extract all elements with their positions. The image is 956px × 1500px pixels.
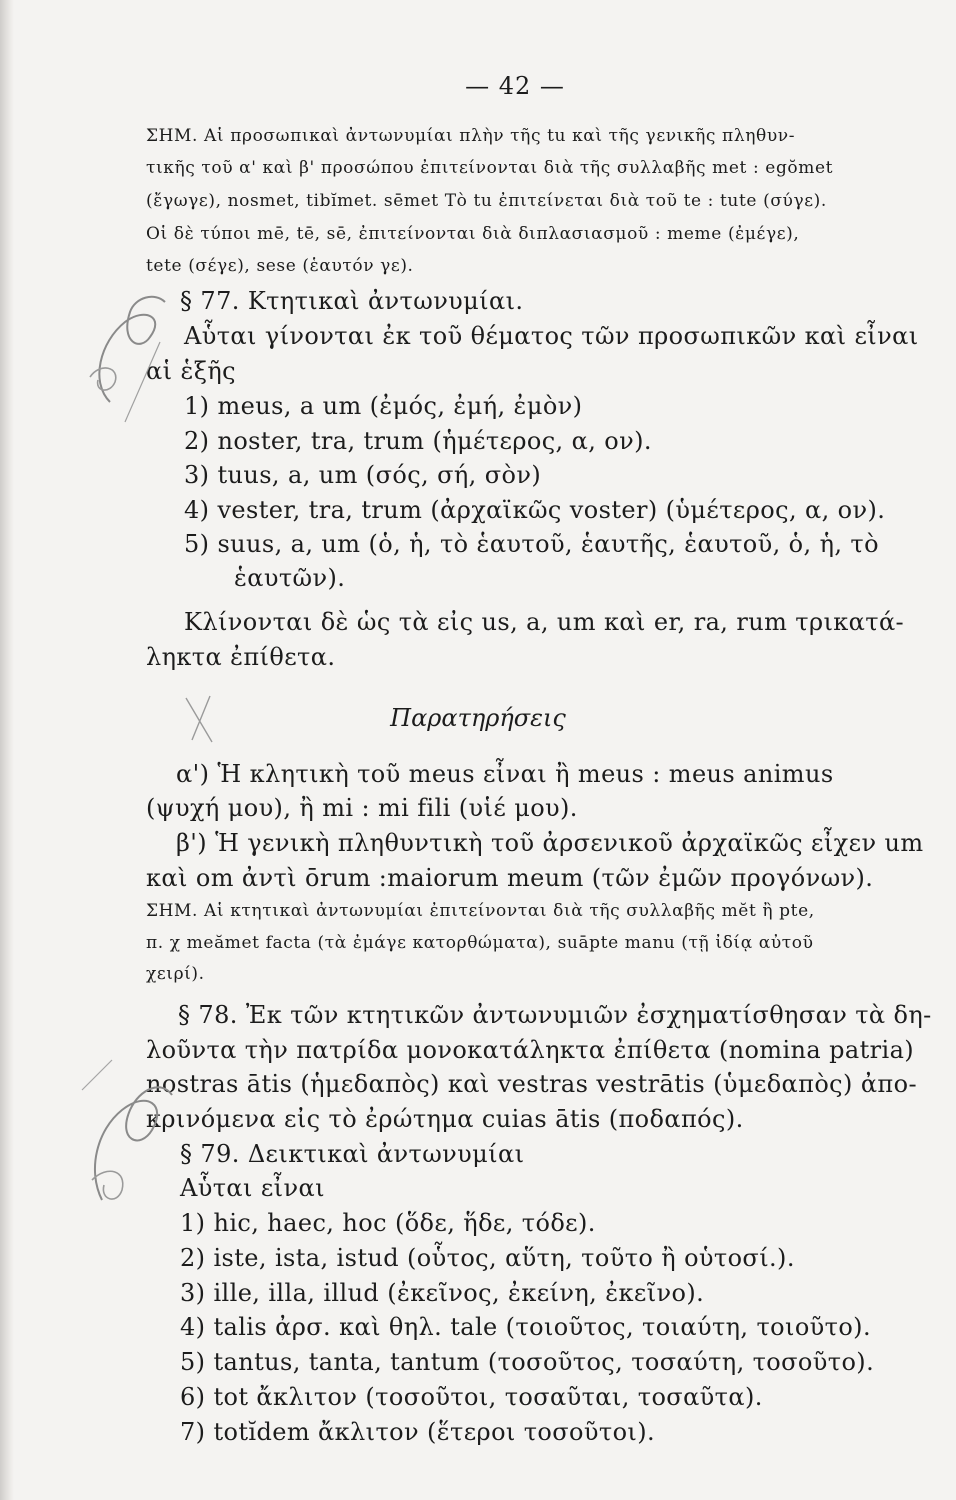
section-79-item-5: 5) tantus, tanta, tantum (τοσοῦτος, τοσαύτη, τοσοῦτο). <box>180 1348 875 1376</box>
section-77-item-2: 2) noster, tra, trum (ἡμέτερος, α, ον). <box>184 427 652 455</box>
section-78-line-2: λοῦντα τὴν πατρίδα μονοκατάληκτα ἐπίθετα (nomina patria) <box>146 1036 915 1064</box>
section-77-decl-2: ληκτα ἐπίθετα. <box>146 643 336 671</box>
note1-line-2: τικῆς τοῦ α' καὶ β' προσώπου ἐπιτείνονται διὰ τῆς συλλαβῆς met : egŏmet <box>146 158 834 178</box>
section-77-intro-1: Αὗται γίνονται ἐκ τοῦ θέματος τῶν προσωπικῶν καὶ εἶναι <box>184 322 919 350</box>
section-79-item-2: 2) iste, ista, istud (οὗτος, αὕτη, τοῦτο ἢ οὑτοσί.). <box>180 1244 795 1272</box>
page-edge-shadow <box>0 0 14 1500</box>
remark-line-3: β') Ἡ γενικὴ πληθυντικὴ τοῦ ἀρσενικοῦ ἀρχαϊκῶς εἶχεν um <box>176 829 924 857</box>
section-79-item-4: 4) talis ἀρσ. καὶ θηλ. tale (τοιοῦτος, τοιαύτη, τοιοῦτο). <box>180 1313 871 1341</box>
note2-line-1: ΣΗΜ. Αἱ κτητικαὶ ἀντωνυμίαι ἐπιτείνονται διὰ τῆς συλλαβῆς mĕt ἢ pte, <box>146 901 815 921</box>
remark-line-4: καὶ om ἀντὶ ōrum :maiorum meum (τῶν ἐμῶν προγόνων). <box>146 864 874 892</box>
section-79-item-1: 1) hic, haec, hoc (ὅδε, ἥδε, τόδε). <box>180 1209 596 1237</box>
section-77-decl-1: Κλίνονται δὲ ὡς τὰ εἰς us, a, um καὶ er, ra, rum τρικατά- <box>184 608 905 636</box>
remark-line-2: (ψυχή μου), ἢ mi : mi fili (υἱέ μου). <box>146 794 578 822</box>
section-79-item-6: 6) tot ἄκλιτον (τοσοῦτοι, τοσαῦται, τοσαῦτα). <box>180 1383 763 1411</box>
remarks-heading: Παρατηρήσεις <box>390 704 566 732</box>
page-number: — 42 — <box>465 72 565 100</box>
section-77-intro-2: αἱ ἑξῆς <box>146 357 236 385</box>
note1-line-4: Οἱ δὲ τύποι mē, tē, sē, ἐπιτείνονται διὰ διπλασιασμοῦ : meme (ἐμέγε), <box>146 224 800 244</box>
note1-line-1: ΣΗΜ. Αἱ προσωπικαὶ ἀντωνυμίαι πλὴν τῆς tu καὶ τῆς γενικῆς πληθυν- <box>146 126 796 146</box>
section-78-line-4: κρινόμενα εἰς τὸ ἐρώτημα cuias ātis (ποδαπός). <box>146 1105 744 1133</box>
section-77-item-5-cont: ἑαυτῶν). <box>234 564 346 592</box>
pencil-signature-mark <box>72 1050 182 1220</box>
remark-line-1: α') Ἡ κλητικὴ τοῦ meus εἶναι ἢ meus : meus animus <box>176 760 834 788</box>
section-79-intro: Αὗται εἶναι <box>180 1174 325 1202</box>
section-77-item-1: 1) meus, a um (ἐμός, ἐμή, ἐμὸν) <box>184 392 583 420</box>
section-79-item-7: 7) totĭdem ἄκλιτον (ἕτεροι τοσοῦτοι). <box>180 1418 656 1446</box>
section-77-title: § 77. Κτητικαὶ ἀντωνυμίαι. <box>180 287 524 315</box>
section-77-item-4: 4) vester, tra, trum (ἀρχαϊκῶς voster) (ὑμέτερος, α, ον). <box>184 496 886 524</box>
note1-line-5: tete (σέγε), sese (ἑαυτόν γε). <box>146 256 414 276</box>
section-78-line-1: § 78. Ἐκ τῶν κτητικῶν ἀντωνυμιῶν ἐσχηματίσθησαν τὰ δη- <box>178 1001 932 1029</box>
section-79-title: § 79. Δεικτικαὶ ἀντωνυμίαι <box>180 1140 525 1168</box>
pencil-scribble-mark <box>70 282 180 432</box>
section-79-item-3: 3) ille, illa, illud (ἐκεῖνος, ἐκείνη, ἐκεῖνο). <box>180 1279 705 1307</box>
note1-line-3: (ἔγωγε), nosmet, tibĭmet. sēmet Τὸ tu ἐπιτείνεται διὰ τοῦ te : tute (σύγε). <box>146 191 827 211</box>
note2-line-2: π. χ meămet facta (τὰ ἐμάγε κατορθώματα), suāpte manu (τῇ ἰδίᾳ αὐτοῦ <box>146 933 814 953</box>
section-77-item-3: 3) tuus, a, um (σός, σή, σὸν) <box>184 461 542 489</box>
section-78-line-3: nostras ātis (ἡμεδαπὸς) καὶ vestras vestrātis (ὑμεδαπὸς) ἀπο- <box>146 1070 917 1098</box>
note2-line-3: χειρί). <box>146 964 205 984</box>
pencil-x-mark <box>182 690 222 750</box>
section-77-item-5: 5) suus, a, um (ὁ, ἡ, τὸ ἑαυτοῦ, ἑαυτῆς, ἑαυτοῦ, ὁ, ἡ, τὸ <box>184 530 879 558</box>
